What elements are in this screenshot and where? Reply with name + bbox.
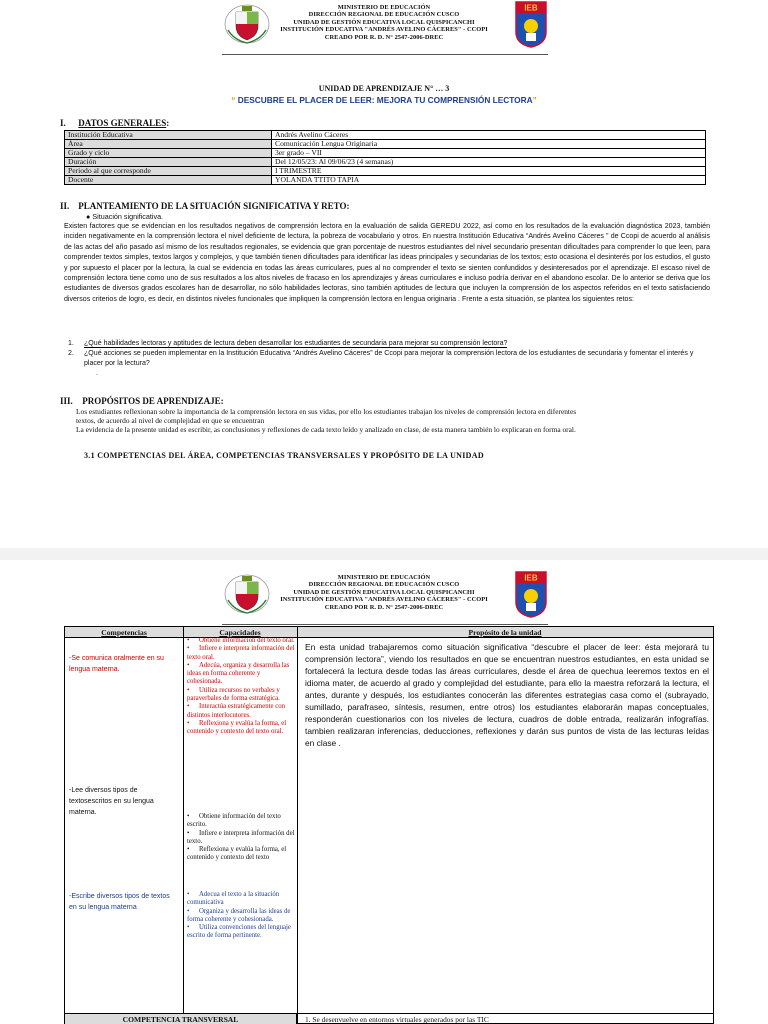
header-lines [250, 4, 518, 41]
list-item [68, 349, 710, 369]
question-text: ¿Qué habilidades lectoras y aptitudes de lectura deben desarrollar los estudiantes de secundaria para mejorar su comprensión lectora? [84, 340, 508, 347]
section-number: II. [60, 201, 70, 211]
table-row [65, 167, 706, 176]
section-number: I. [60, 118, 66, 128]
table-header [65, 627, 713, 638]
school-logo-text: IEB [524, 3, 538, 13]
transversal-row [65, 1013, 713, 1024]
column-header: Competencias [101, 628, 147, 637]
list-item: • Utiliza recursos no verbales y paraverbales de forma estratégica. [187, 686, 280, 703]
general-data-table [64, 130, 706, 185]
header-line: CREADO POR R. D. N° 2547-2006-DREC [324, 603, 444, 611]
list-item: • Adecua el texto a la situación comunicativa [187, 891, 280, 907]
page-separator [0, 548, 768, 560]
list-item: • Organiza y desarrolla las ideas de forma coherente y cohesionada. [187, 907, 291, 923]
table-row [65, 158, 706, 167]
header-line: DIRECCIÓN REGIONAL DE EDUCACIÓN CUSCO [308, 581, 460, 589]
table-row [65, 140, 706, 149]
section-title: DATOS GENERALES [78, 118, 167, 128]
unit-title: UNIDAD DE APRENDIZAJE N° … 3 [318, 84, 450, 93]
page-header [0, 570, 768, 634]
subsection-heading: 3.1 COMPETENCIAS DEL ÁREA, COMPETENCIAS TRANSVERSALES Y PROPÓSITO DE LA UNIDAD [84, 451, 484, 460]
column-divider [297, 627, 298, 1024]
situation-paragraph: Existen factores que se evidencian en los resultados negativos de comprensión lectora en la evaluación de salida GEREDU 2022, así como en los resultados de la evaluación diagnóstica 2023, también inciden negativamente en la comprensión lectora el nivel deficiente de lectura, la pobreza de vocabulario y otros. En nuestra Institución Educativa “Andrés Avelino Cáceres ” de Ccopi de acuerdo al análisis de las actas del año pasado así mismo de los resultados regionales, se evidencia que gran porcentaje de nuestros estudiantes del nivel secundario presentan dificultades para comprender lo que leen, para comprender textos simples, textos largos y complejos, y que también tienen dificultades para identificar las ideas principales y secundarias de los textos; esto ocasiona el desinterés por los estudios, el gusto y por supuesto el placer por la lectura, la cual se evidencia en todas las áreas curriculares, pues al no comprender el texto se sienten confundidos y desinteresados por el aprendizaje. El escaso nivel de comprensión lectora tiene como uno de sus resultados a los altos niveles de fracaso en los aprendizajes y áreas curriculares e incluso podría derivar en el abandono escolar. De lo anterior se deriva que los estudiantes de diversos grados escolares han de desarrollar, no sólo habilidades lectoras, sino también aptitudes de lectura que incluyen la comprensión de los aspectos referidos en el texto satisfaciendo diversos criterios de logro, es decir, en distintos niveles funcionales que impliquen la comprensión lectora en lengua originaria . Frente a esta situación, se plantea los siguientes retos: [64, 223, 710, 303]
list-item: • Infiere e interpreta información del texto. [187, 829, 295, 845]
header-lines [250, 574, 518, 611]
unit-subtitle [0, 95, 768, 105]
transversal-value: 1. Se desenvuelve en entornos virtuales generados por las TIC [305, 1015, 489, 1024]
capacities-read [187, 813, 297, 863]
competency-write: -Escribe diversos tipos de textos en su lengua materna [69, 893, 170, 911]
table-value: Andrés Avelino Cáceres [272, 131, 706, 140]
section-heading-3 [60, 396, 224, 406]
page-header [0, 0, 768, 64]
table-key: Institución Educativa [65, 131, 272, 140]
section-colon: : [346, 201, 350, 211]
unit-subtitle-text: DESCUBRE EL PLACER DE LEER: MEJORA TU COMPRENSIÓN LECTORA [237, 95, 533, 105]
table-row [65, 131, 706, 140]
section-heading-1 [60, 118, 169, 128]
section-colon: : [166, 118, 170, 128]
table-row [65, 176, 706, 185]
section-heading-2 [60, 201, 349, 211]
table-key: Docente [65, 176, 272, 185]
table-key: Grado y ciclo [65, 149, 272, 158]
competencies-table [64, 626, 714, 1024]
header-line: DIRECCIÓN REGIONAL DE EDUCACIÓN CUSCO [308, 11, 460, 19]
table-key: Duración [65, 158, 272, 167]
list-item [68, 339, 710, 349]
school-logo-icon [514, 0, 548, 48]
list-item: • Reflexiona y evalúa la forma, el contenido y contexto del texto [187, 846, 287, 862]
situation-label: Situación significativa. [92, 212, 164, 221]
list-item: • Obtiene información del texto escrito. [187, 813, 281, 829]
situation-bullet: ● Situación significativa. [86, 212, 164, 221]
quote-open: “ [231, 95, 236, 105]
challenge-questions [68, 339, 710, 379]
unit-purpose-text: En esta unidad trabajaremos como situación significativa “descubre el placer de leer: ésta mejorará tu comprensión lectora”, viendo los resultados en que se encuentran nuestros estudiantes, en esta unidad se fortalecerá la lectura desde todas las áreas curriculares, desde el área de quechua leeremos textos en el idioma mater, de acuerdo al grado y complejidad del estudiante, para ello la maestra reforzará la lectura, el antes, durante y después, los estudiantes conocerán las diferentes estrategias casa como el (subrayado, sumillado, parafraseo, síntesis, resumen, entre otros) los estudiantes elaborarán mapas conceptuales, responderán cuestionarios con los niveles de lectura, cuadros de doble entrada, realizarán infografías. tambien realizaran inferencias, deducciones, reflexiones y darán sus puntos de vista de las lecturas leídas en clase . [305, 642, 709, 748]
table-key: Periodo al que corresponde [65, 167, 272, 176]
list-item: • Utiliza convenciones del lenguaje escrito de forma pertinente. [187, 924, 291, 940]
header-rule [222, 624, 548, 625]
header-line: INSTITUCIÓN EDUCATIVA "ANDRÉS AVELINO CÁCERES" - CCOPI [280, 596, 488, 604]
table-key: Área [65, 140, 272, 149]
header-line: CREADO POR R. D. N° 2547-2006-DREC [324, 33, 444, 41]
document-page-2 [0, 560, 768, 1024]
header-line: MINISTERIO DE EDUCACIÓN [337, 4, 431, 11]
capacities-oral [187, 637, 297, 737]
column-divider [183, 627, 184, 1013]
list-item: • Obtiene información del texto oral. [187, 637, 295, 644]
table-value: Comunicación Lengua Originaria [272, 140, 706, 149]
school-logo-text: IEB [524, 573, 538, 583]
section-title: PLANTEAMIENTO DE LA SITUACIÓN SIGNIFICATIVA Y RETO [78, 201, 347, 211]
header-line: INSTITUCIÓN EDUCATIVA "ANDRÉS AVELINO CÁCERES" - CCOPI [280, 26, 488, 34]
table-value: Del 12/05/23: Al 09/06/23 (4 semanas) [272, 158, 706, 167]
table-value: 3er grado – VII [272, 149, 706, 158]
school-logo-icon [514, 570, 548, 618]
list-item: • Adecúa, organiza y desarrolla las ideas en forma coherente y cohesionada. [187, 661, 290, 686]
table-value: YOLANDA TTITO TAPIA [272, 176, 706, 185]
competency-oral: -Se comunica oralmente en su lengua materna. [69, 655, 164, 673]
header-line: MINISTERIO DE EDUCACIÓN [337, 574, 431, 581]
list-item: • Infiere e interpreta información del texto oral. [187, 645, 295, 661]
table-value: I TRIMESTRE [272, 167, 706, 176]
purpose-line: textos, de acuerdo al nivel de complejidad en que se encuentran [76, 416, 265, 426]
column-header: Propósito de la unidad [468, 628, 542, 637]
purpose-line: La evidencia de la presente unidad es escribir, as conclusiones y reflexiones de cada texto leído y analizado en clase, de esta manera también lo explicaran en forma oral. [76, 425, 576, 435]
section-colon: : [220, 396, 224, 406]
quote-close: ” [532, 95, 537, 105]
header-line: UNIDAD DE GESTIÓN EDUCATIVA LOCAL QUISPICANCHI [293, 18, 475, 26]
capacities-write [187, 891, 297, 941]
section-number: III. [60, 396, 73, 406]
column-header: Capacidades [219, 628, 261, 637]
purpose-line: Los estudiantes reflexionan sobre la importancia de la comprensión lectora en sus vidas, por ello los estudiantes trabajan los niveles de comprensión lectora en diferentes [76, 407, 577, 416]
header-rule [222, 54, 548, 55]
list-item: • Reflexiona y evalúa la forma, el contenido y contexto del texto oral. [187, 719, 287, 736]
trailing-dot: . [96, 370, 98, 377]
purpose-text [76, 407, 712, 435]
section-title: PROPÓSITOS DE APRENDIZAJE [82, 396, 221, 406]
header-line: UNIDAD DE GESTIÓN EDUCATIVA LOCAL QUISPICANCHI [293, 588, 475, 596]
list-item: • Interactúa estratégicamente con distintos interlocutores. [187, 703, 286, 719]
question-text: ¿Qué acciones se pueden implementar en la Institución Educativa “Andrés Avelino Cáceres” de Ccopi para mejorar la comprensión lectora de los estudiantes de secundaria y fomentar el interés y placer por la lectura? [84, 350, 694, 367]
list-number: 2. [68, 350, 74, 357]
list-number: 1. [68, 340, 74, 347]
transversal-label: COMPETENCIA TRANSVERSAL [65, 1014, 297, 1024]
competency-read: -Lee diversos tipos de textosescritos en su lengua materna. [69, 787, 154, 816]
